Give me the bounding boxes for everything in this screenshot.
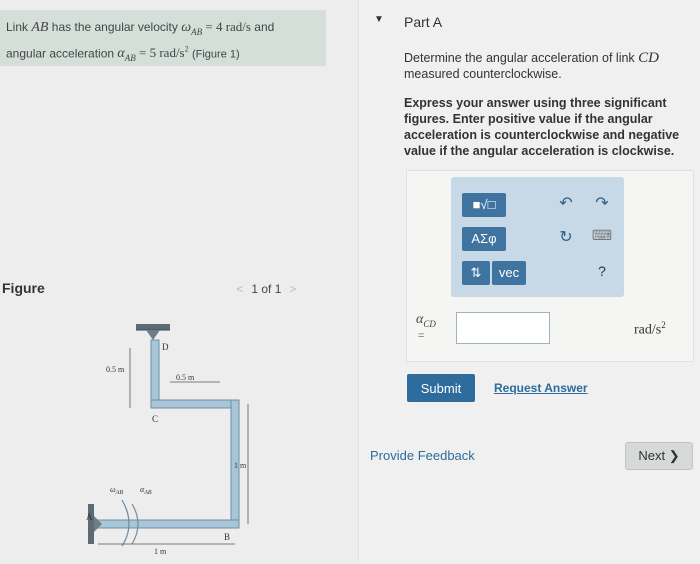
request-answer-link[interactable]: Request Answer <box>494 381 588 395</box>
arrows-button[interactable]: ⇅ <box>462 261 490 285</box>
pager-count: 1 of 1 <box>251 282 282 296</box>
dim-1m-right: 1 m <box>234 461 247 470</box>
provide-feedback-link[interactable]: Provide Feedback <box>370 448 475 463</box>
figure-pager <box>232 282 301 296</box>
answer-variable: $\alpha_{CD}$ <box>416 312 436 329</box>
instructions-text: Express your answer using three significant figures. Enter positive value if the angular acceleration is counterclockwise and negative value if the angular acceleration is clockwise. <box>404 96 680 158</box>
answer-input[interactable] <box>456 312 550 344</box>
reset-icon[interactable]: ↻ <box>559 229 573 246</box>
panel-divider <box>358 0 359 564</box>
keyboard-icon[interactable]: ⌨ <box>591 227 613 243</box>
alpha-label: $\alpha_{AB}$ <box>140 485 152 496</box>
next-button[interactable]: Next ❯ <box>625 442 693 470</box>
undo-icon[interactable]: ↶ <box>559 195 573 212</box>
vector-button[interactable]: vec <box>492 261 526 285</box>
label-d: D <box>162 342 169 352</box>
dim-05-mid: 0.5 m <box>176 373 195 382</box>
figure-link[interactable]: (Figure 1) <box>191 47 240 60</box>
greek-symbols-button[interactable]: ΑΣφ <box>462 227 506 251</box>
redo-icon[interactable]: ↷ <box>595 195 609 212</box>
question-text: Determine the angular acceleration of link CD measured counterclockwise. <box>404 50 659 81</box>
equals-sign: = <box>418 330 425 342</box>
link-ab <box>98 520 239 528</box>
link-cd <box>151 340 159 408</box>
part-title: Part A <box>404 14 443 30</box>
problem-statement: Link AB has the angular velocity $\omega_{AB} = 4$ rad/s and angular acceleration $\alpha_{AB} = 5$ rad/$s^2$ (Figure 1) <box>0 10 326 66</box>
math-toolbar <box>451 177 624 297</box>
dim-05-left: 0.5 m <box>106 365 125 374</box>
omega-label: $\omega_{AB}$ <box>110 485 123 496</box>
ground-support <box>88 504 94 544</box>
figure-heading: Figure <box>2 280 45 296</box>
answer-units: rad/$s^2$ <box>634 320 666 338</box>
mechanism-figure <box>80 318 280 564</box>
help-icon[interactable]: ? <box>598 263 606 279</box>
ceiling-support <box>136 324 170 330</box>
label-c: C <box>152 414 159 424</box>
link-bc <box>151 400 239 408</box>
submit-button[interactable]: Submit <box>407 374 475 402</box>
label-a: A <box>86 512 93 522</box>
collapse-part-icon[interactable]: ▼ <box>374 14 384 25</box>
label-b: B <box>224 532 231 542</box>
prev-figure-icon[interactable]: < <box>236 282 244 296</box>
next-figure-icon[interactable]: > <box>289 282 297 296</box>
dim-1m-bottom: 1 m <box>154 547 167 556</box>
templates-button[interactable]: ■√□ <box>462 193 506 217</box>
